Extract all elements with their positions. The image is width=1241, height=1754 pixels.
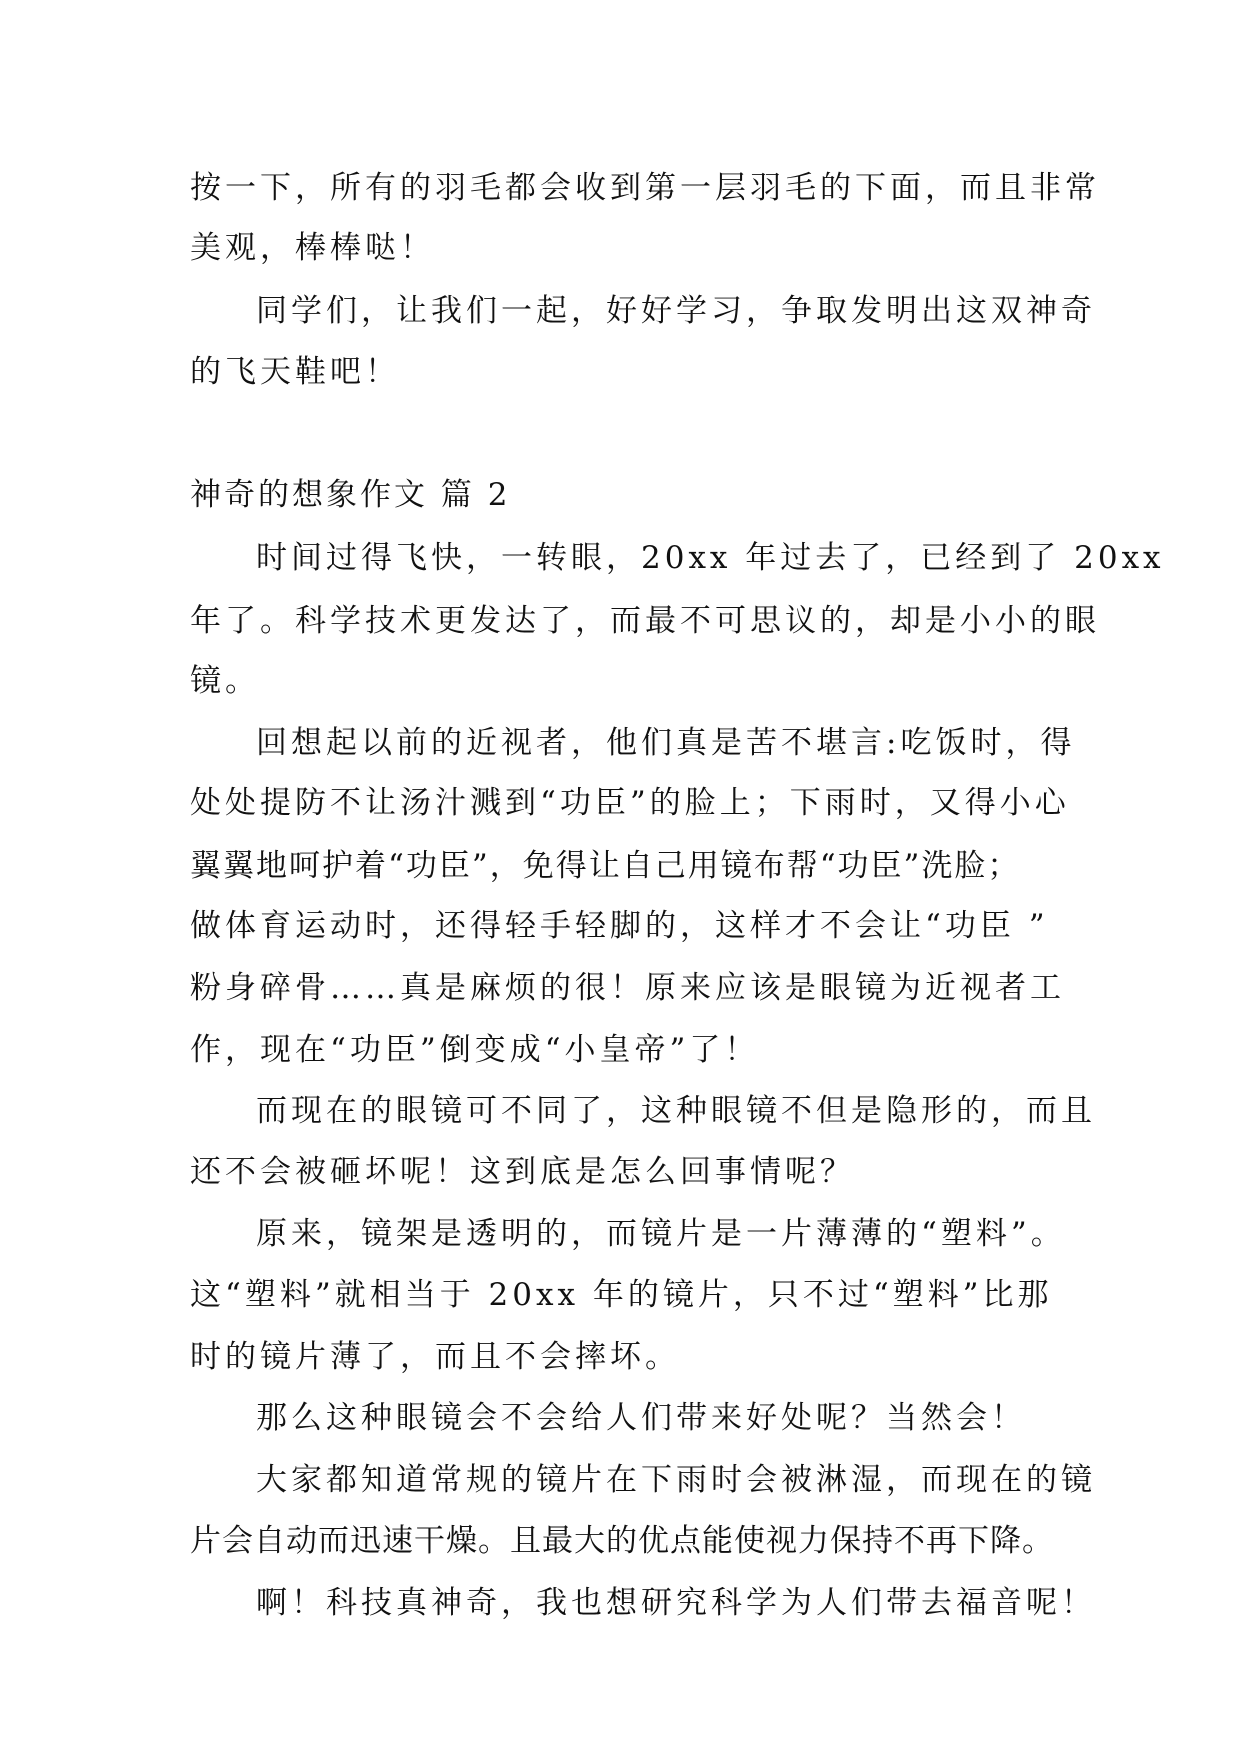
text-line: 时的镜片薄了，而且不会摔坏。: [190, 1339, 680, 1375]
text-line: 翼翼地呵护着“功臣”，免得让自己用镜布帮“功臣”洗脸；: [190, 848, 1021, 884]
text-line: 还不会被砸坏呢！这到底是怎么回事情呢？: [190, 1154, 855, 1190]
text-line: 时间过得飞快，一转眼，20xx 年过去了，已经到了 20xx: [256, 540, 1165, 576]
text-line: 那么这种眼镜会不会给人们带来好处呢？当然会！: [256, 1400, 1026, 1436]
text-line: 镜。: [190, 663, 260, 699]
text-line: 大家都知道常规的镜片在下雨时会被淋湿，而现在的镜: [256, 1462, 1096, 1498]
text-line: 同学们，让我们一起，好好学习，争取发明出这双神奇: [256, 293, 1096, 329]
text-line: 原来，镜架是透明的，而镜片是一片薄薄的“塑料”。: [256, 1216, 1066, 1252]
text-line: 的飞天鞋吧！: [190, 354, 400, 390]
text-line: 片会自动而迅速干燥。且最大的优点能使视力保持不再下降。: [190, 1523, 1054, 1559]
text-line: 美观，棒棒哒！: [190, 230, 435, 266]
text-line: 做体育运动时，还得轻手轻脚的，这样才不会让“功臣 ”: [190, 908, 1049, 944]
text-line: 处处提防不让汤汁溅到“功臣”的脸上；下雨时，又得小心: [190, 785, 1070, 821]
text-line: 按一下，所有的羽毛都会收到第一层羽毛的下面，而且非常: [190, 170, 1100, 206]
text-line: 这“塑料”就相当于 20xx 年的镜片，只不过“塑料”比那: [190, 1277, 1053, 1313]
text-line: 啊！科技真神奇，我也想研究科学为人们带去福音呢！: [256, 1585, 1096, 1621]
text-line: 年了。科学技术更发达了，而最不可思议的，却是小小的眼: [190, 603, 1100, 639]
section-heading: 神奇的想象作文 篇 2: [190, 477, 511, 513]
text-line: 粉身碎骨……真是麻烦的很！原来应该是眼镜为近视者工: [190, 970, 1065, 1006]
text-line: 而现在的眼镜可不同了，这种眼镜不但是隐形的，而且: [256, 1093, 1096, 1129]
text-line: 回想起以前的近视者，他们真是苦不堪言:吃饭时，得: [256, 725, 1076, 761]
text-line: 作，现在“功臣”倒变成“小皇帝”了！: [190, 1032, 760, 1068]
